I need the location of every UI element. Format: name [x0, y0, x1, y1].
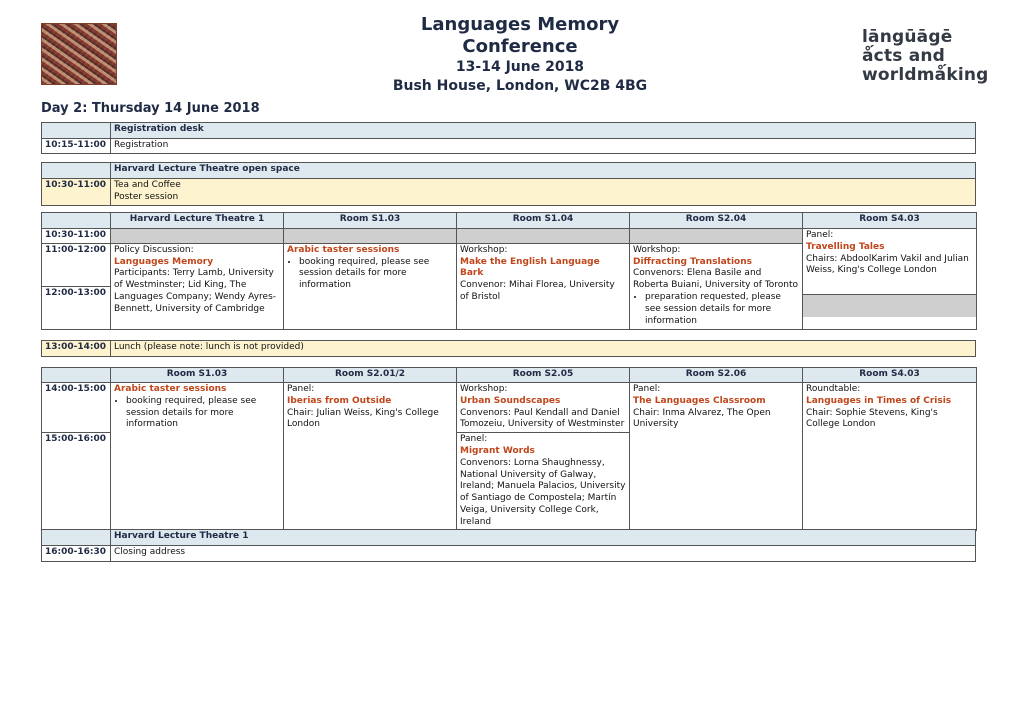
room-header: Harvard Lecture Theatre 1	[111, 213, 284, 229]
time-slot: 10:30-11:00	[42, 229, 111, 244]
session-cell-s2-05	[457, 383, 630, 433]
session-type: Panel:	[806, 230, 834, 240]
blank-header-cell	[42, 530, 111, 546]
session-note: • booking required, please see session details for more information	[299, 257, 453, 292]
session-cell-s4-03	[803, 229, 977, 330]
room-header: Room S1.03	[284, 213, 457, 229]
blank-header-cell	[42, 368, 111, 383]
session-people: Convenors: Paul Kendall and Daniel Tomozeiu, University of Westminster	[460, 407, 625, 430]
session-type: Workshop:	[460, 384, 508, 394]
location-header: Harvard Lecture Theatre open space	[111, 163, 976, 179]
location-header: Registration desk	[111, 123, 976, 139]
time-slot: 13:00-14:00	[42, 341, 111, 357]
schedule-block-registration	[41, 122, 976, 154]
session-cell-s1-03	[111, 383, 284, 531]
session-people: Chair: Sophie Stevens, King's College London	[806, 407, 938, 430]
session-notes	[114, 396, 280, 431]
room-header: Room S2.05	[457, 368, 630, 383]
blank-header-cell	[42, 213, 111, 229]
schedule-block-morning	[41, 212, 977, 330]
session-type: Panel:	[633, 384, 661, 394]
time-slot: 10:15-11:00	[42, 139, 111, 154]
session-type: Policy Discussion:	[114, 244, 194, 255]
schedule-block-afternoon	[41, 367, 977, 531]
schedule-block-closing	[41, 529, 976, 562]
activity-cell: Registration	[111, 139, 976, 154]
session-title: Languages in Times of Crisis	[806, 395, 952, 406]
session-note: • preparation requested, please see session details for more information	[645, 292, 799, 327]
schedule-block-lunch	[41, 340, 976, 357]
session-title: Diffracting Translations	[633, 256, 752, 267]
session-title: The Languages Classroom	[633, 395, 766, 406]
conference-dates: 13-14 June 2018	[455, 59, 585, 75]
session-type: Workshop:	[633, 244, 681, 255]
session-title: Travelling Tales	[806, 241, 885, 252]
session-cell-s2-04	[630, 243, 803, 329]
session-people: Chair: Julian Weiss, King's College London	[287, 407, 439, 430]
session-people: Convenor: Mihai Florea, University of Bristol	[460, 280, 615, 302]
conference-venue: Bush House, London, WC2B 4BG	[392, 78, 648, 94]
session-title: Arabic taster sessions	[287, 244, 400, 255]
time-slot: 11:00-12:00	[42, 243, 111, 286]
brand-line1: lāngūāgē	[862, 27, 953, 47]
session-type: Panel:	[460, 434, 488, 445]
room-header: Room S2.01/2	[284, 368, 457, 383]
session-cell-s2-01	[284, 383, 457, 531]
room-header: Room S1.03	[111, 368, 284, 383]
session-cell-s2-06	[630, 383, 803, 531]
time-slot: 15:00-16:00	[42, 433, 111, 530]
blank-header-cell	[42, 163, 111, 179]
room-header: Room S2.06	[630, 368, 803, 383]
conference-title-line2: Conference	[462, 36, 578, 57]
room-header: Room S1.04	[457, 213, 630, 229]
brand-line2: ǻcts and	[862, 46, 946, 66]
session-title: Migrant Words	[460, 445, 535, 456]
time-slot: 16:00-16:30	[42, 546, 111, 562]
session-title: Urban Soundscapes	[460, 395, 561, 406]
session-type: Roundtable:	[806, 384, 861, 394]
conference-header	[330, 14, 710, 96]
room-header: Room S4.03	[803, 368, 977, 383]
room-header: Room S4.03	[803, 213, 977, 229]
location-header: Harvard Lecture Theatre 1	[111, 530, 976, 546]
empty-slot	[630, 229, 803, 244]
session-notes	[633, 292, 799, 327]
conference-logo-image	[41, 23, 117, 85]
room-header: Room S2.04	[630, 213, 803, 229]
session-type: Workshop:	[460, 244, 508, 255]
session-people: Convenors: Elena Basile and Roberta Buiani, University of Toronto	[633, 268, 799, 291]
brand-line3: worldmǻking	[862, 65, 989, 85]
empty-slot	[803, 294, 976, 317]
session-people: Participants: Terry Lamb, University of Westminster; Lid King, The Languages Company; Wendy Ayres-Bennett, University of Cambridge	[114, 268, 277, 314]
activity-cell	[111, 179, 976, 206]
brand-logo	[862, 28, 992, 85]
session-cell-s1-04	[457, 243, 630, 329]
empty-slot	[284, 229, 457, 244]
session-note: • booking required, please see session details for more information	[126, 396, 280, 431]
session-people: Convenors: Lorna Shaughnessy, National University of Galway, Ireland; Manuela Palacios, University of Santiago de Compostela; Martín Veiga, University College Cork, Ireland	[460, 457, 626, 527]
session-cell-s2-05-second	[457, 433, 630, 530]
activity-line: Poster session	[114, 191, 179, 202]
activity-line: Tea and Coffee	[114, 180, 181, 190]
session-type: Panel:	[287, 384, 315, 394]
session-title: Arabic taster sessions	[114, 384, 227, 394]
session-title: Iberias from Outside	[287, 395, 392, 406]
blank-header-cell	[42, 123, 111, 139]
session-notes	[287, 257, 453, 292]
schedule-block-tea	[41, 162, 976, 206]
session-cell-s1-03	[284, 243, 457, 329]
session-cell-harvard	[111, 243, 284, 329]
session-people: Chairs: AbdoolKarim Vakil and Julian Weiss, King's College London	[806, 253, 969, 276]
time-slot: 10:30-11:00	[42, 179, 111, 206]
session-title: Make the English Language Bark	[460, 256, 600, 279]
session-cell-s4-03	[803, 383, 977, 531]
activity-cell: Closing address	[111, 546, 976, 562]
day-title: Day 2: Thursday 14 June 2018	[41, 101, 260, 116]
empty-slot	[111, 229, 284, 244]
time-slot: 14:00-15:00	[42, 383, 111, 433]
conference-title-line1: Languages Memory	[420, 14, 620, 35]
session-people: Chair: Inma Alvarez, The Open University	[633, 407, 771, 430]
session-title: Languages Memory	[114, 256, 214, 267]
activity-cell: Lunch (please note: lunch is not provided)	[111, 341, 976, 357]
empty-slot	[457, 229, 630, 244]
time-slot: 12:00-13:00	[42, 286, 111, 329]
